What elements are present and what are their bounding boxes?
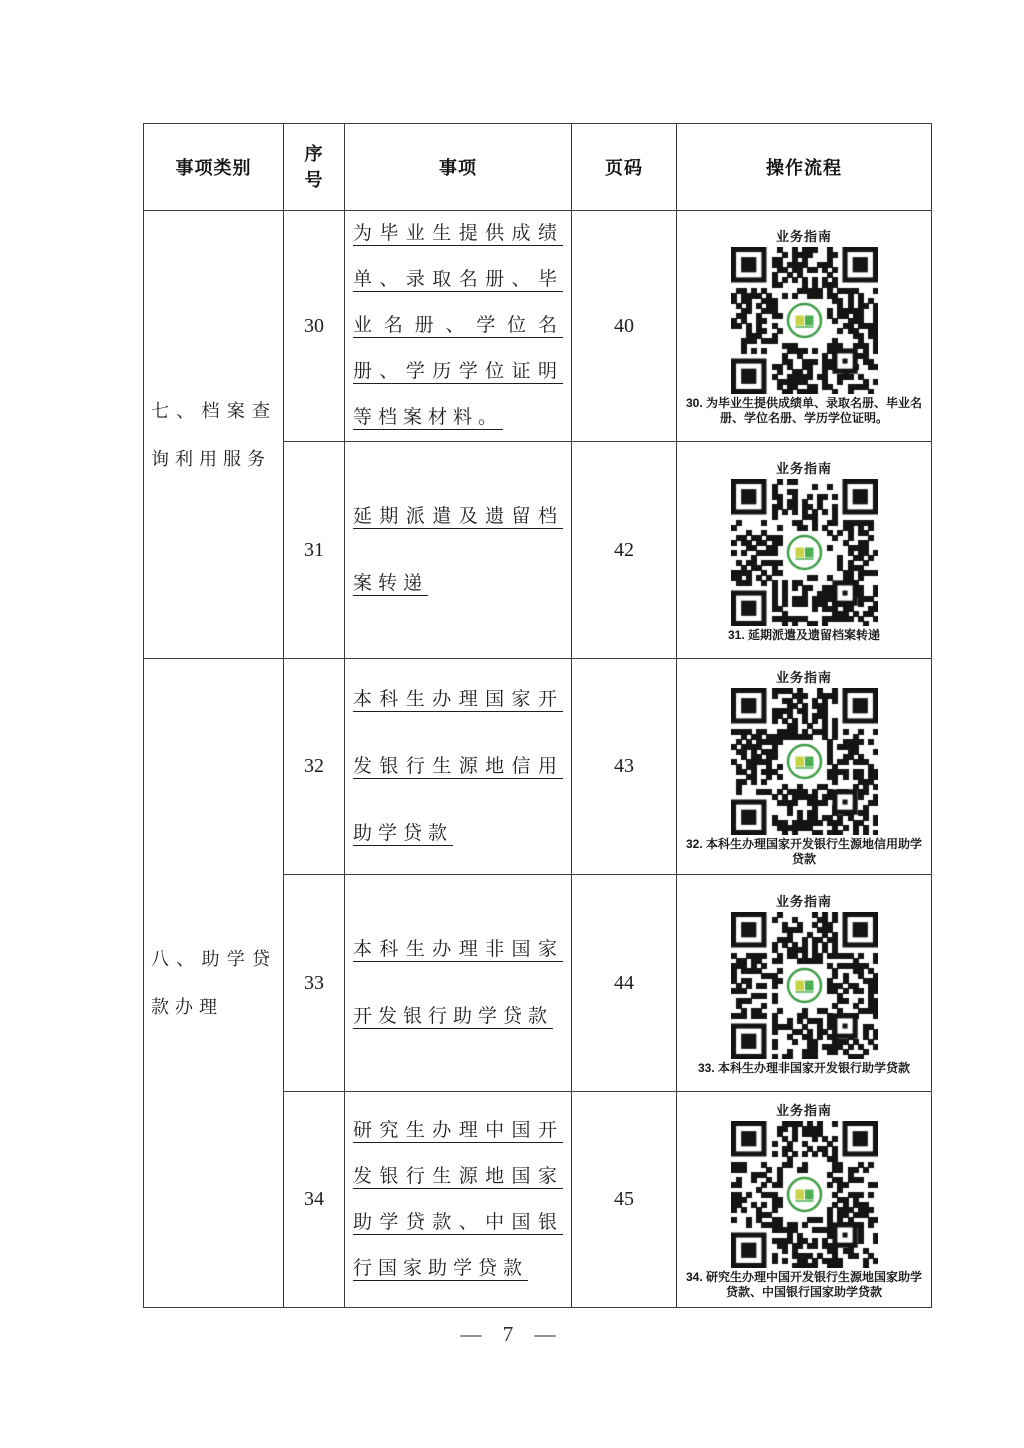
- item-cell: [345, 211, 572, 442]
- page-number-cell: 44: [572, 875, 677, 1092]
- row-number-cell: 31: [284, 442, 345, 659]
- row-number-cell: 33: [284, 875, 345, 1092]
- qr-code-image: [731, 1121, 878, 1268]
- header-category: 事项类别: [144, 124, 284, 211]
- header-item: 事项: [345, 124, 572, 211]
- qr-block: [677, 226, 931, 426]
- procedure-cell: [677, 659, 932, 875]
- qr-block: [677, 891, 931, 1076]
- category-cell-archives: 七、档案查询利用服务: [144, 211, 284, 659]
- qr-caption: 31. 延期派遣及遗留档案转递: [727, 627, 881, 642]
- qr-block: [677, 458, 931, 643]
- item-link[interactable]: 本科生办理非国家开发银行助学贷款: [353, 939, 563, 1027]
- procedure-cell: [677, 875, 932, 1092]
- page-number-cell: 45: [572, 1092, 677, 1308]
- qr-code-image: [731, 912, 878, 1059]
- header-number-label: 序号: [304, 144, 324, 190]
- header-number: [284, 124, 345, 211]
- qr-block: [677, 1100, 931, 1300]
- qr-caption: 33. 本科生办理非国家开发银行助学贷款: [697, 1060, 911, 1075]
- qr-title: 业务指南: [775, 1102, 832, 1118]
- qr-caption: 30. 为毕业生提供成绩单、录取名册、毕业名册、学位名册、学历学位证明。: [685, 396, 923, 425]
- qr-title: 业务指南: [775, 460, 832, 476]
- item-cell: [345, 875, 572, 1092]
- qr-code-image: [731, 688, 878, 835]
- row-number-cell: 34: [284, 1092, 345, 1308]
- qr-code-image: [731, 247, 878, 394]
- procedure-cell: [677, 442, 932, 659]
- table-header-row: [144, 124, 932, 211]
- table-row: [144, 659, 932, 875]
- item-link[interactable]: 为毕业生提供成绩单、录取名册、毕业名册、学位名册、学历学位证明等档案材料。: [353, 223, 563, 428]
- procedure-cell: [677, 211, 932, 442]
- qr-code-image: [731, 479, 878, 626]
- item-link[interactable]: 本科生办理国家开发银行生源地信用助学贷款: [353, 689, 563, 844]
- page-number-footer: — 7 —: [460, 1322, 564, 1346]
- page-number-cell: 43: [572, 659, 677, 875]
- item-link[interactable]: 研究生办理中国开发银行生源地国家助学贷款、中国银行国家助学贷款: [353, 1119, 563, 1279]
- category-cell-loans: 八、助学贷款办理: [144, 659, 284, 1308]
- row-number-cell: 32: [284, 659, 345, 875]
- page-number-cell: 42: [572, 442, 677, 659]
- item-link[interactable]: 延期派遣及遗留档案转递: [353, 506, 563, 594]
- item-cell: [345, 659, 572, 875]
- table-row: [144, 211, 932, 442]
- row-number-cell: 30: [284, 211, 345, 442]
- item-cell: [345, 1092, 572, 1308]
- qr-caption: 32. 本科生办理国家开发银行生源地信用助学贷款: [685, 836, 923, 866]
- qr-title: 业务指南: [775, 893, 832, 909]
- qr-block: [677, 667, 931, 867]
- service-items-table: [143, 123, 932, 1308]
- qr-caption: 34. 研究生办理中国开发银行生源地国家助学贷款、中国银行国家助学贷款: [685, 1269, 923, 1299]
- procedure-cell: [677, 1092, 932, 1308]
- qr-title: 业务指南: [775, 229, 832, 244]
- page-number-cell: 40: [572, 211, 677, 442]
- header-procedure: 操作流程: [677, 124, 932, 211]
- qr-title: 业务指南: [775, 669, 832, 685]
- item-cell: [345, 442, 572, 659]
- header-page: 页码: [572, 124, 677, 211]
